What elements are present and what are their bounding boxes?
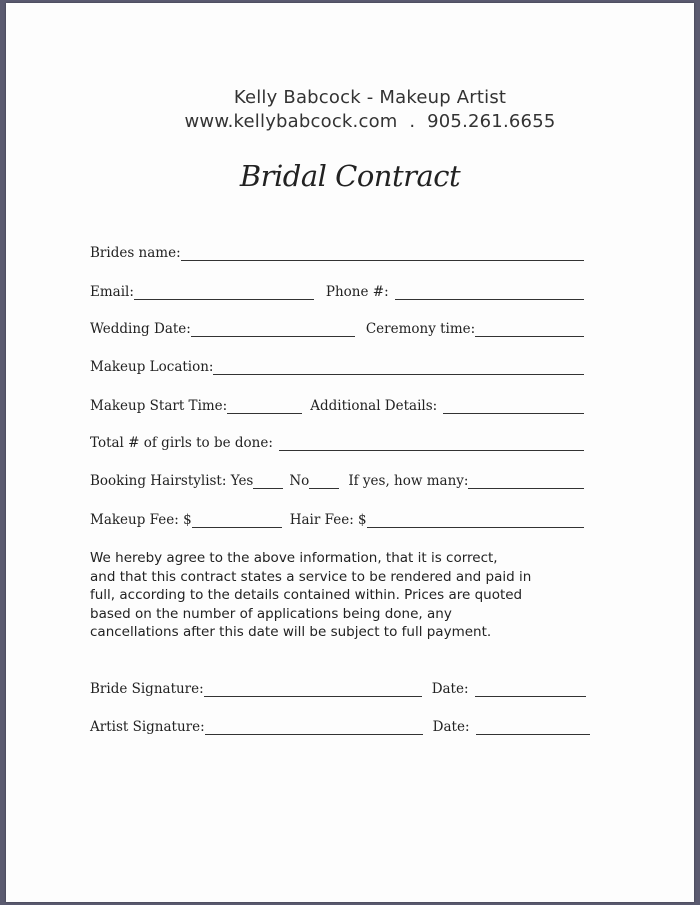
brides-name-field[interactable] [181,246,584,261]
wedding-date-field[interactable] [191,322,355,337]
artist-signature-label: Artist Signature: [90,719,205,735]
agreement-text [90,549,590,642]
makeup-location-label: Makeup Location: [90,359,214,375]
artist-date-field[interactable] [476,720,591,735]
agreement-line: We hereby agree to the above information, that it is correct, [90,550,498,566]
email-field[interactable] [134,285,314,300]
ceremony-time-label: Ceremony time: [365,321,476,337]
contract-page [6,3,694,902]
email-phone-row [90,284,584,300]
artist-signature-field[interactable] [205,720,423,735]
booking-hairstylist-row [90,473,584,489]
hairstylist-yes-field[interactable] [253,474,283,489]
brides-name-row [90,245,584,261]
how-many-label: If yes, how many: [348,473,469,489]
total-girls-field[interactable] [279,436,584,451]
makeup-fee-field[interactable] [192,513,282,528]
bride-date-label: Date: [431,681,469,697]
phone-field[interactable] [395,285,584,300]
ceremony-time-field[interactable] [475,322,584,337]
hair-fee-field[interactable] [367,513,584,528]
agreement-line: based on the number of applications being done, any [90,605,452,622]
bride-signature-field[interactable] [204,682,422,697]
makeup-start-row [90,398,584,414]
makeup-fee-label: Makeup Fee: $ [90,512,192,528]
document-title: Bridal Contract [239,159,461,193]
email-label: Email: [90,284,134,300]
agreement-line: and that this contract states a service to be rendered and paid in [90,568,532,585]
artist-name: Kelly Babcock - Makeup Artist [233,87,507,108]
wedding-date-row [90,321,584,337]
artist-date-label: Date: [432,719,470,735]
hairstylist-no-label: No [289,473,310,489]
makeup-location-row [90,359,584,375]
phone-label: Phone #: [325,284,389,300]
makeup-start-time-field[interactable] [227,399,302,414]
wedding-date-label: Wedding Date: [90,321,191,337]
agreement-line: cancellations after this date will be subject to full payment. [90,624,492,640]
agreement-line: full, according to the details contained within. Prices are quoted [90,587,523,603]
fees-row [90,512,584,528]
bride-signature-row [90,681,586,697]
artist-signature-row [90,719,590,735]
bride-signature-label: Bride Signature: [90,681,204,697]
hair-fee-label: Hair Fee: $ [289,512,367,528]
total-girls-row [90,435,584,451]
booking-hairstylist-label: Booking Hairstylist: Yes [90,473,254,489]
how-many-field[interactable] [468,474,584,489]
makeup-start-time-label: Makeup Start Time: [90,398,228,414]
hairstylist-no-field[interactable] [309,474,339,489]
total-girls-label: Total # of girls to be done: [90,435,273,451]
additional-details-label: Additional Details: [310,398,438,414]
artist-contact: www.kellybabcock.com . 905.261.6655 [184,111,556,132]
bride-date-field[interactable] [475,682,586,697]
additional-details-field[interactable] [443,399,584,414]
brides-name-label: Brides name: [90,245,181,261]
makeup-location-field[interactable] [213,360,584,375]
